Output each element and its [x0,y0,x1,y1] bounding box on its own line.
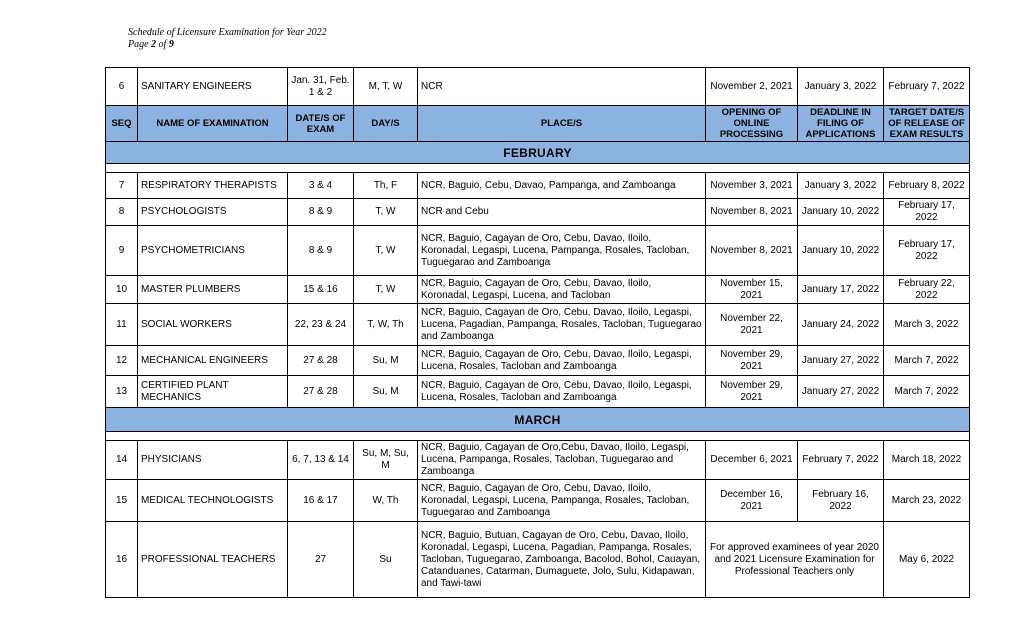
month-row-march [106,408,970,432]
cell-days: T, W [354,226,418,276]
cell-note: For approved examinees of year 2020 and 2021 Licensure Examination for Professional Teachers only [706,522,884,598]
cell-seq: 13 [106,376,138,408]
month-label: FEBRUARY [106,142,970,164]
cell-days: M, T, W [354,68,418,106]
spacer-row [106,164,970,173]
cell-name: MASTER PLUMBERS [138,276,288,304]
header-release: TARGET DATE/S OF RELEASE OF EXAM RESULTS [884,106,970,142]
cell-opening: November 2, 2021 [706,68,798,106]
month-label: MARCH [106,408,970,432]
cell-seq: 15 [106,480,138,522]
cell-release: March 23, 2022 [884,480,970,522]
cell-seq: 14 [106,441,138,480]
cell-opening: November 15, 2021 [706,276,798,304]
cell-deadline: January 10, 2022 [798,226,884,276]
table-row [106,522,970,598]
table-row [106,441,970,480]
cell-place: NCR, Baguio, Cagayan de Oro, Cebu, Davao, Iloilo, Legaspi, Lucena, Rosales, Tacloban and Zamboanga [418,346,706,376]
cell-seq: 9 [106,226,138,276]
cell-days: Su, M [354,346,418,376]
cell-opening: November 29, 2021 [706,346,798,376]
table-row [106,173,970,199]
cell-seq: 11 [106,304,138,346]
cell-release: May 6, 2022 [884,522,970,598]
cell-name: SANITARY ENGINEERS [138,68,288,106]
cell-release: February 17, 2022 [884,226,970,276]
page-prefix: Page [128,39,152,50]
cell-seq: 7 [106,173,138,199]
cell-dates: 6, 7, 13 & 14 [288,441,354,480]
cell-seq: 6 [106,68,138,106]
cell-place: NCR and Cebu [418,199,706,226]
cell-opening: December 6, 2021 [706,441,798,480]
document-header [128,27,327,51]
cell-seq: 10 [106,276,138,304]
cell-dates: 16 & 17 [288,480,354,522]
cell-dates: 8 & 9 [288,226,354,276]
table-row [106,226,970,276]
cell-place: NCR, Baguio, Cagayan de Oro, Cebu, Davao, Iloilo, Koronadal, Legaspi, Lucena, and Tacloban [418,276,706,304]
table-row [106,480,970,522]
cell-place: NCR, Baguio, Cagayan de Oro, Cebu, Davao, Iloilo, Koronadal, Legaspi, Lucena, Pampanga, Rosales, Tacloban, Tuguegarao and Zamboanga [418,226,706,276]
cell-name: MEDICAL TECHNOLOGISTS [138,480,288,522]
table-row [106,276,970,304]
cell-deadline: January 3, 2022 [798,173,884,199]
cell-seq: 8 [106,199,138,226]
cell-dates: 15 & 16 [288,276,354,304]
table-row [106,376,970,408]
cell-release: March 3, 2022 [884,304,970,346]
cell-name: CERTIFIED PLANT MECHANICS [138,376,288,408]
cell-release: February 8, 2022 [884,173,970,199]
header-place: PLACE/S [418,106,706,142]
header-dates: DATE/S OF EXAM [288,106,354,142]
cell-days: Th, F [354,173,418,199]
cell-seq: 12 [106,346,138,376]
cell-opening: December 16, 2021 [706,480,798,522]
cell-deadline: January 27, 2022 [798,376,884,408]
cell-release: February 17, 2022 [884,199,970,226]
cell-opening: November 22, 2021 [706,304,798,346]
cell-days: T, W, Th [354,304,418,346]
cell-dates: 8 & 9 [288,199,354,226]
cell-opening: November 3, 2021 [706,173,798,199]
cell-name: PHYSICIANS [138,441,288,480]
cell-release: February 7, 2022 [884,68,970,106]
cell-dates: 27 & 28 [288,376,354,408]
header-deadline: DEADLINE IN FILING OF APPLICATIONS [798,106,884,142]
cell-dates: 3 & 4 [288,173,354,199]
spacer-row [106,432,970,441]
cell-days: W, Th [354,480,418,522]
document-title: Schedule of Licensure Examination for Year 2022 [128,27,327,38]
table-row [106,346,970,376]
cell-days: Su [354,522,418,598]
cell-name: SOCIAL WORKERS [138,304,288,346]
header-days: DAY/S [354,106,418,142]
cell-release: March 7, 2022 [884,346,970,376]
cell-name: RESPIRATORY THERAPISTS [138,173,288,199]
cell-deadline: February 7, 2022 [798,441,884,480]
cell-days: T, W [354,276,418,304]
cell-place: NCR, Baguio, Cagayan de Oro,Cebu, Davao, Iloilo, Legaspi, Lucena, Pampanga, Rosales, Tacloban, Tuguegarao and Zamboanga [418,441,706,480]
cell-release: February 22, 2022 [884,276,970,304]
cell-opening: November 8, 2021 [706,199,798,226]
header-seq: SEQ [106,106,138,142]
cell-opening: November 29, 2021 [706,376,798,408]
cell-dates: 27 & 28 [288,346,354,376]
header-opening: OPENING OF ONLINE PROCESSING [706,106,798,142]
cell-days: T, W [354,199,418,226]
exam-schedule-table [105,67,970,598]
cell-name: MECHANICAL ENGINEERS [138,346,288,376]
page-total: 9 [168,39,174,50]
cell-place: NCR, Baguio, Cebu, Davao, Pampanga, and Zamboanga [418,173,706,199]
cell-release: March 18, 2022 [884,441,970,480]
cell-deadline: January 3, 2022 [798,68,884,106]
page-indicator [128,39,327,51]
cell-days: Su, M, Su, M [354,441,418,480]
cell-place: NCR, Baguio, Cagayan de Oro, Cebu, Davao, Iloilo, Legaspi, Lucena, Rosales, Tacloban and Zamboanga [418,376,706,408]
header-name: NAME OF EXAMINATION [138,106,288,142]
cell-name: PROFESSIONAL TEACHERS [138,522,288,598]
table-row [106,199,970,226]
cell-dates: 27 [288,522,354,598]
cell-deadline: January 17, 2022 [798,276,884,304]
cell-name: PSYCHOLOGISTS [138,199,288,226]
spacer-cell [106,432,970,441]
cell-release: March 7, 2022 [884,376,970,408]
cell-place: NCR, Baguio, Cagayan de Oro, Cebu, Davao, Iloilo, Koronadal, Legaspi, Lucena, Pampanga, Rosales, Tacloban, Tuguegarao and Zamboanga [418,480,706,522]
cell-opening: November 8, 2021 [706,226,798,276]
cell-name: PSYCHOMETRICIANS [138,226,288,276]
page-current: 2 [151,39,157,50]
cell-deadline: January 10, 2022 [798,199,884,226]
cell-days: Su, M [354,376,418,408]
table-row [106,304,970,346]
page-of: of [156,39,169,50]
table-row [106,68,970,106]
spacer-cell [106,164,970,173]
cell-dates: Jan. 31, Feb. 1 & 2 [288,68,354,106]
cell-deadline: January 24, 2022 [798,304,884,346]
cell-deadline: January 27, 2022 [798,346,884,376]
cell-place: NCR, Baguio, Cagayan de Oro, Cebu, Davao, Iloilo, Legaspi, Lucena, Pagadian, Pampanga, Rosales, Tacloban, Tuguegarao and Zamboanga [418,304,706,346]
month-row-february [106,142,970,164]
cell-seq: 16 [106,522,138,598]
cell-deadline: February 16, 2022 [798,480,884,522]
cell-place: NCR, Baguio, Butuan, Cagayan de Oro, Cebu, Davao, Iloilo, Koronadal, Legaspi, Lucena, Pagadian, Pampanga, Rosales, Tacloban, Tuguegarao, Zamboanga, Bacolod, Bohol, Cauayan, Catanduanes, Catarman, Dumaguete, Jolo, Sulu, Kidapawan, and Tawi-tawi [418,522,706,598]
cell-dates: 22, 23 & 24 [288,304,354,346]
cell-place: NCR [418,68,706,106]
column-header-row [106,106,970,142]
